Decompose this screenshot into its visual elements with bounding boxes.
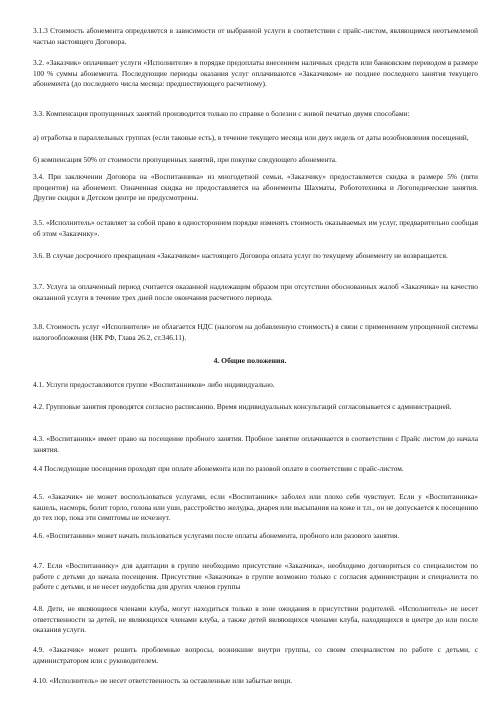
clause-3-1-3: 3.1.3 Стоимость абонемента определяется в зависимости от выбранной услуги в соответствии с прайс-листом, являющимся неотъемлемой частью настоящего Договора. bbox=[33, 26, 478, 46]
clause-3-6: 3.6. В случае досрочного прекращения «Заказчиком» настоящего Договора оплата услуг по текущему абонементу не возвращается. bbox=[33, 251, 448, 260]
clause-4-3: 4.3. «Воспитанник» имеет право на посещение пробного занятия. Пробное занятие оплачивается в соответствии с Прайс листом до начала занятия. bbox=[33, 434, 478, 454]
clause-4-6: 4.6. «Воспитанник» может начать пользоваться услугами после оплаты абонемента, пробного или разового занятия. bbox=[33, 531, 400, 540]
clause-3-3: 3.3. Компенсация пропущенных занятий производится только по справке о болезни с живой печатью двумя способами: bbox=[33, 109, 410, 118]
clause-4-5: 4.5. «Заказчик» не может воспользоваться услугами, если «Воспитанник» заболел или плохо себя чувствует. Если у «Воспитанника» кашель, насморк, болит горло, голова или уши, расстройство желудка, диарея или высыпания на коже и т.п., он не допускается к посещению до тех пор, пока эти симптомы не исчезнут. bbox=[33, 492, 478, 523]
clause-3-3-b: б) компенсация 50% от стоимости пропущенных занятий, при покупке следующего абонемента. bbox=[33, 155, 337, 164]
clause-4-7: 4.7. Если «Воспитаннику» для адаптации в группе необходимо присутствие «Заказчика», необходимо договориться со специалистом по работе с детьми до начала посещения. Присутствие «Заказчика» в группе возможно только с согласия администрации и специалиста по работе с детьми, и не несет неудобства для других членов группы bbox=[33, 561, 478, 592]
clause-3-5: 3.5. «Исполнитель» оставляет за собой право в одностороннем порядке изменять стоимость оказываемых им услуг, предварительно сообщая об этом «Заказчику». bbox=[33, 218, 478, 238]
section-4-heading: 4. Общие положения. bbox=[213, 356, 287, 365]
clause-3-2: 3.2. «Заказчик» оплачивает услуги «Исполнителя» в порядке предоплаты внесением наличных средств или банковским переводом в размере 100 % суммы абонемента. Последующие периоды оказания услуг оплачиваются «Заказчиком» не позднее последнего занятия текущего абонемента (до последнего числа месяца: предшествующего расчетному). bbox=[33, 58, 478, 89]
clause-3-4: 3.4. При заключении Договора на «Воспитанника» из многодетной семьи, «Заказчику» предоставляется скидка в размере 5% (пяти процентов) на абонемент. Означенная скидка не предоставляется на абонементы Шахматы, Робототехника и Логопедические занятия. Другие скидки в Детском центре не предусмотрены. bbox=[33, 172, 478, 203]
clause-4-2: 4.2. Групповые занятия проводятся согласно расписанию. Время индивидуальных консультаций согласовывается с администрацией. bbox=[33, 402, 452, 411]
clause-3-8: 3.8. Стоимость услуг «Исполнителя» не облагается НДС (налогом на добавленную стоимость) в связи с применением упрощенной системы налогообложения (НК РФ, Глава 26.2, ст.346.11). bbox=[33, 322, 478, 342]
clause-4-9: 4.9. «Заказчик» может решить проблемные вопросы, возникшие внутри группы, со своим специалистом по работе с детьми, с администратором или с руководителем. bbox=[33, 645, 478, 665]
clause-3-3-a: а) отработка в параллельных группах (если таковые есть), в течение текущего месяца или двух недель от даты возобновления посещений, bbox=[33, 133, 469, 142]
clause-3-7: 3.7. Услуга за оплаченный период считается оказанной надлежащим образом при отсутствии обоснованных жалоб «Заказчика» на качество оказанной услуги в течение трех дней после окончания расчетного периода. bbox=[33, 282, 478, 302]
clause-4-1: 4.1. Услуги предоставляются группе «Воспитанников» либо индивидуально. bbox=[33, 380, 275, 389]
clause-4-8: 4.8. Дети, не являющиеся членами клуба, могут находиться только в зоне ожидания в присутствии родителей. «Исполнитель» не несет ответственности за детей, не являющихся членами клуба, а также детей являющихся членами клуба, находящихся в центре до или после оказания услуги. bbox=[33, 604, 478, 635]
clause-4-10: 4.10. «Исполнитель» не несет ответственность за оставленные или забытые вещи. bbox=[33, 676, 293, 685]
clause-4-4: 4.4 Последующие посещения проходят при оплате абонемента или по разовой оплате в соответствии с прайс-листом. bbox=[33, 464, 404, 473]
